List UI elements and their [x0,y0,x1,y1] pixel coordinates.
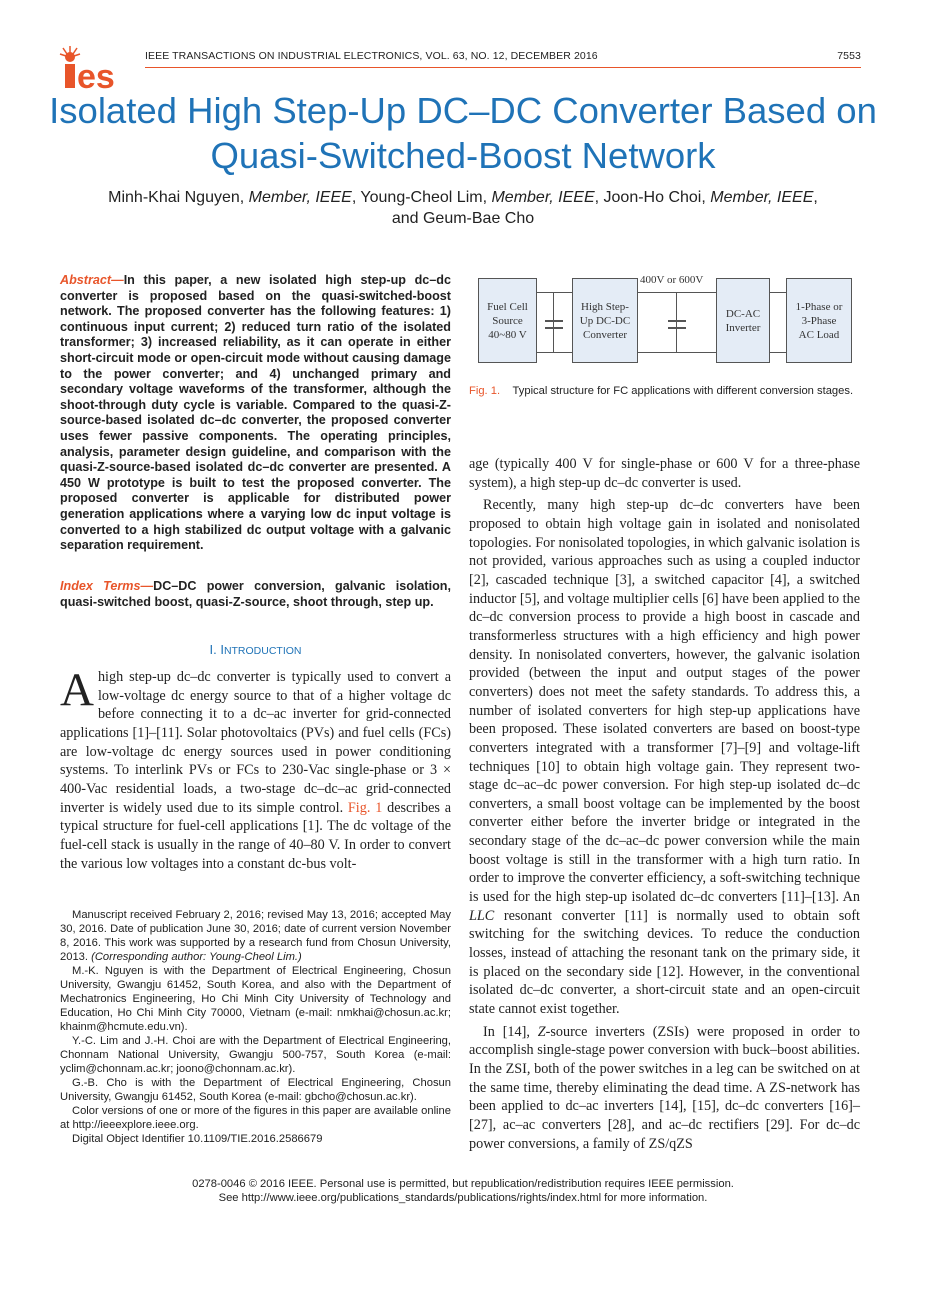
author-role: Member, IEEE [710,189,814,206]
right-column-text [469,455,860,1153]
inverter-block: DC-AC Inverter [716,278,770,363]
page-number: 7553 [837,50,861,62]
footnotes [60,908,451,1146]
svg-text:es: es [77,58,115,90]
footnote: Manuscript received February 2, 2016; revised May 13, 2016; accepted May 30, 2016. Date of publication June 30, 2016; date of current version November 8, 2016. This work was supported by a research fund from Chosun University, 2013. (Corresponding author: Young-Cheol Lim.) [60,909,451,963]
ac-load-block: 1-Phase or 3-Phase AC Load [786,278,852,363]
footnote: M.-K. Nguyen is with the Department of Electrical Engineering, Chosun University, Gwangju 61452, South Korea, and also with the Department of Mechatronics Engineering, Ho Chi Minh City University of Technology and Education, Ho Chi Minh City 70000, Vietnam (e-mail: nmkhai@chosun.ac.kr; khainm@hcmute.edu.vn). [60,965,451,1033]
figure-1-caption: Fig. 1. Typical structure for FC applications with different conversion stages. [469,385,854,397]
abstract-label: Abstract— [60,273,124,287]
copyright-footer: 0278-0046 © 2016 IEEE. Personal use is permitted, but republication/redistribution requires IEEE permission. See http://www.ieee.org/publications_standards/publications/rights/index.html for more information. [192,1178,734,1204]
index-terms-label: Index Terms— [60,579,154,593]
index-terms [60,579,451,610]
header-rule [145,67,861,68]
dcdc-converter-block: High Step- Up DC-DC Converter [572,278,638,363]
figure-1-block-diagram [478,274,853,366]
abstract [60,273,451,554]
ies-logo [58,44,130,90]
fuel-cell-block: Fuel Cell Source 40~80 V [478,278,537,363]
drop-cap: A [60,664,94,716]
fig-1-link[interactable]: Fig. 1 [347,799,383,816]
author-role: Member, IEEE [248,189,352,206]
paragraph: Recently, many high step-up dc–dc converters have been proposed to obtain high voltage gain in isolated and nonisolated topologies. For nonisolated topologies, in which galvanic isolation is not provided, various approaches such as using a coupled inductor [2], cascaded technique [3], a switched capacitor [4], a switched inductor [5], and voltage multiplier cells [6] have been applied to the dc–dc conversion process to provide a high boost in cascade and transformerless structures with a high efficiency and high power density. In nonisolated converters, however, the galvanic isolation provided (between the input and output stages of the power converters) does not meet the safety standards. To address this, a number of isolated converters for high step-up applications have been proposed. These isolated converters are based on boost-type converters integrated with a transformer [7]–[9] and voltage-lift techniques [10] to obtain high voltage gain. They represent two-stage dc–ac–dc power conversion. For high step-up isolated dc–dc converters, a small boost voltage can be implemented by the boost converter either before the inverter bridge or integrated in the secondary stage of the dc–ac–dc power conversion while the main boost voltage is still in the transformer with a high turn ratio. In order to improve the converter efficiency, a soft-switching technique is used for the high step-up isolated dc–dc converters [11]–[13]. An LLC resonant converter [11] is normally used to obtain soft switching for the switching devices. To reduce the conduction losses, instead of attaching the resonant tank on the primary side, it is placed on the secondary side [12]. However, in the conventional isolated dc–dc converter, a short-circuit state and an open-circuit state cannot exist together. [469,497,860,1018]
section-heading-introduction: I. INTRODUCTION [209,642,302,657]
running-header [145,50,861,62]
author-name: Joon-Ho Choi [603,189,702,206]
index-terms-text: DC–DC power conversion, galvanic isolation, quasi-switched boost, quasi-Z-source, shoot through, step up. [60,579,451,609]
paragraph: age (typically 400 V for single-phase or 600 V for a three-phase system), a high step-up dc–dc converter is used. [469,456,860,491]
author-list: Minh-Khai Nguyen, Member, IEEE, Young-Cheol Lim, Member, IEEE, Joon-Ho Choi, Member, IEEE, and Geum-Bae Cho [108,189,818,227]
author-name: Minh-Khai Nguyen [108,189,240,206]
footnote: Color versions of one or more of the figures in this paper are available online at http://ieeexplore.ieee.org. [60,1105,451,1131]
paper-title: Isolated High Step-Up DC–DC Converter Based on Quasi-Switched-Boost Network [49,90,877,176]
footnote: Y.-C. Lim and J.-H. Choi are with the Department of Electrical Engineering, Chonnam National University, Gwangju 500-757, South Korea (e-mail: yclim@chonnam.ac.kr; joono@chonnam.ac.kr). [60,1035,451,1075]
abstract-text: In this paper, a new isolated high step-up dc–dc converter is proposed based on the quasi-switched-boost network. The proposed converter has the following features: 1) continuous input current; 2) reduced turn ratio of the isolated transformer; 3) increased reliability, as it can operate in either short-circuit mode or open-circuit mode without causing damage to the power converter; and 4) unchanged primary and secondary voltage waveforms of the transformer, although the shoot-through duty cycle is variable. Compared to the quasi-Z-source-based isolated dc–dc converter, the proposed converter uses fewer passive components. The operating principles, analysis, parameter design guideline, and comparison with the quasi-Z-source-based isolated dc–dc converter are presented. A 450 W prototype is built to test the proposed converter. The proposed converter is applicable for distributed power generation applications where a varying low dc input voltage is converted to a high stabilized dc output voltage with a galvanic separation requirement. [60,273,451,553]
paragraph: In [14], Z-source inverters (ZSIs) were proposed in order to accomplish single-stage power conversion with buck–boost abilities. In the ZSI, both of the power switches in a leg can be switched on at the same time, thereby eliminating the dead time. A ZS-network has been applied to dc–ac inverters [14], [15], dc–dc converters [16]–[27], ac–ac converters [28], and ac–dc rectifiers [29]. For dc–dc power conversions, a family of ZS/qZS [469,1023,860,1152]
author-role: Member, IEEE [491,189,595,206]
journal-name: IEEE TRANSACTIONS ON INDUSTRIAL ELECTRONICS, VOL. 63, NO. 12, DECEMBER 2016 [145,50,598,62]
footnote: Digital Object Identifier 10.1109/TIE.2016.2586679 [72,1133,323,1145]
footnote: G.-B. Cho is with the Department of Electrical Engineering, Chosun University, Gwangju 61452, South Korea (e-mail: gbcho@chosun.ac.kr). [60,1077,451,1103]
intro-paragraph: A high step-up dc–dc converter is typically used to convert a low-voltage dc energy source to that of a higher voltage dc before connecting it to a dc–ac inverter for grid-connected applications [1]–[11]. Solar photovoltaics (PVs) and fuel cells (FCs) are low-voltage dc energy sources used in power conditioning systems. To interlink PVs or FCs to 230-Vac single-phase or 3 × 400-Vac residential loads, a two-stage dc–dc–ac grid-connected inverter is widely used due to its simple control. Fig. 1 describes a typical structure for fuel-cell applications [1]. The dc voltage of the fuel-cell stack is usually in the range of 40–80 V. In order to convert the various low voltages into a constant dc-bus volt- [60,664,451,872]
bus-voltage-label: 400V or 600V [640,274,704,286]
author-name: Geum-Bae Cho [422,210,535,227]
author-name: Young-Cheol Lim [360,189,483,206]
